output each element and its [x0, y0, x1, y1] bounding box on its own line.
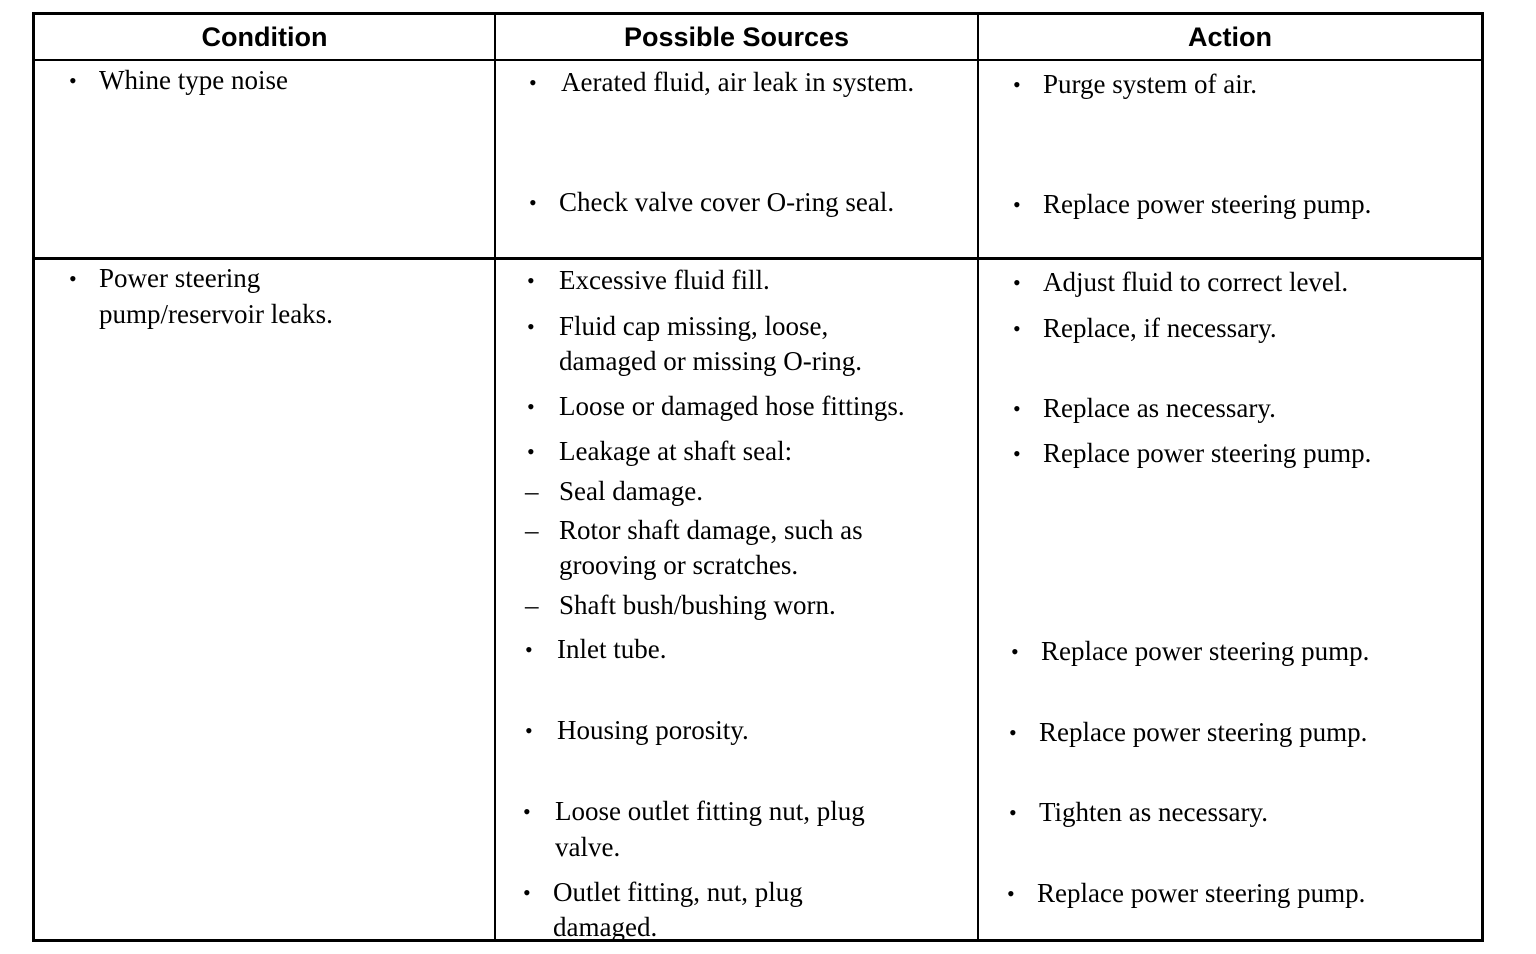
- action-text: Replace power steering pump.: [1039, 717, 1368, 747]
- action-text: Adjust fluid to correct level.: [1043, 267, 1349, 297]
- header-condition: Condition: [201, 21, 328, 52]
- source-text: Loose outlet fitting nut, plug: [555, 796, 865, 826]
- bullet-icon: •: [1009, 720, 1017, 745]
- action-text: Replace power steering pump.: [1043, 189, 1372, 219]
- source-text: Loose or damaged hose fittings.: [559, 391, 905, 421]
- source-text: Excessive fluid fill.: [559, 265, 770, 295]
- row-divider: [35, 257, 1481, 260]
- troubleshooting-table: [32, 12, 1484, 942]
- action-text: Replace, if necessary.: [1043, 313, 1277, 343]
- bullet-icon: •: [1013, 441, 1021, 466]
- bullet-icon: •: [525, 718, 533, 743]
- bullet-icon: •: [527, 314, 535, 339]
- source-text: Inlet tube.: [557, 634, 667, 664]
- bullet-icon: •: [527, 268, 535, 293]
- condition-text: pump/reservoir leaks.: [99, 299, 333, 329]
- bullet-icon: •: [1013, 396, 1021, 421]
- bullet-icon: •: [527, 394, 535, 419]
- source-subitem: Rotor shaft damage, such as: [559, 515, 863, 545]
- source-text: Housing porosity.: [557, 715, 749, 745]
- bullet-icon: •: [1009, 800, 1017, 825]
- column-divider-1: [494, 15, 496, 939]
- dash-icon: –: [525, 476, 539, 506]
- source-text: damaged.: [553, 912, 658, 942]
- source-text: Leakage at shaft seal:: [559, 436, 793, 466]
- bullet-icon: •: [69, 266, 77, 291]
- bullet-icon: •: [1011, 639, 1019, 664]
- bullet-icon: •: [1013, 316, 1021, 341]
- bullet-icon: •: [1013, 192, 1021, 217]
- condition-text: Power steering: [99, 263, 261, 293]
- bullet-icon: •: [523, 880, 531, 905]
- bullet-icon: •: [527, 439, 535, 464]
- bullet-icon: •: [525, 637, 533, 662]
- condition-text: Whine type noise: [99, 65, 288, 95]
- header-action: Action: [1188, 21, 1272, 52]
- source-text: Outlet fitting, nut, plug: [553, 877, 803, 907]
- header-divider: [35, 59, 1481, 61]
- source-text: damaged or missing O-ring.: [559, 346, 862, 376]
- dash-icon: –: [525, 515, 539, 545]
- source-text: Check valve cover O-ring seal.: [559, 187, 895, 217]
- bullet-icon: •: [1013, 270, 1021, 295]
- source-subitem: Seal damage.: [559, 476, 703, 506]
- column-divider-2: [977, 15, 979, 939]
- source-text: valve.: [555, 832, 621, 862]
- bullet-icon: •: [69, 68, 77, 93]
- source-subitem: Shaft bush/bushing worn.: [559, 590, 836, 620]
- action-text: Replace power steering pump.: [1037, 878, 1366, 908]
- action-text: Replace power steering pump.: [1041, 636, 1370, 666]
- bullet-icon: •: [1013, 72, 1021, 97]
- bullet-icon: •: [1007, 881, 1015, 906]
- header-possible-sources: Possible Sources: [623, 21, 850, 52]
- action-text: Purge system of air.: [1043, 69, 1257, 99]
- bullet-icon: •: [529, 70, 537, 95]
- source-subitem: grooving or scratches.: [559, 550, 799, 580]
- action-text: Tighten as necessary.: [1039, 797, 1268, 827]
- source-text: Fluid cap missing, loose,: [559, 311, 829, 341]
- bullet-icon: •: [523, 799, 531, 824]
- dash-icon: –: [525, 590, 539, 620]
- bullet-icon: •: [529, 190, 537, 215]
- action-text: Replace as necessary.: [1043, 393, 1276, 423]
- source-text: Aerated fluid, air leak in system.: [561, 67, 915, 97]
- action-text: Replace power steering pump.: [1043, 438, 1372, 468]
